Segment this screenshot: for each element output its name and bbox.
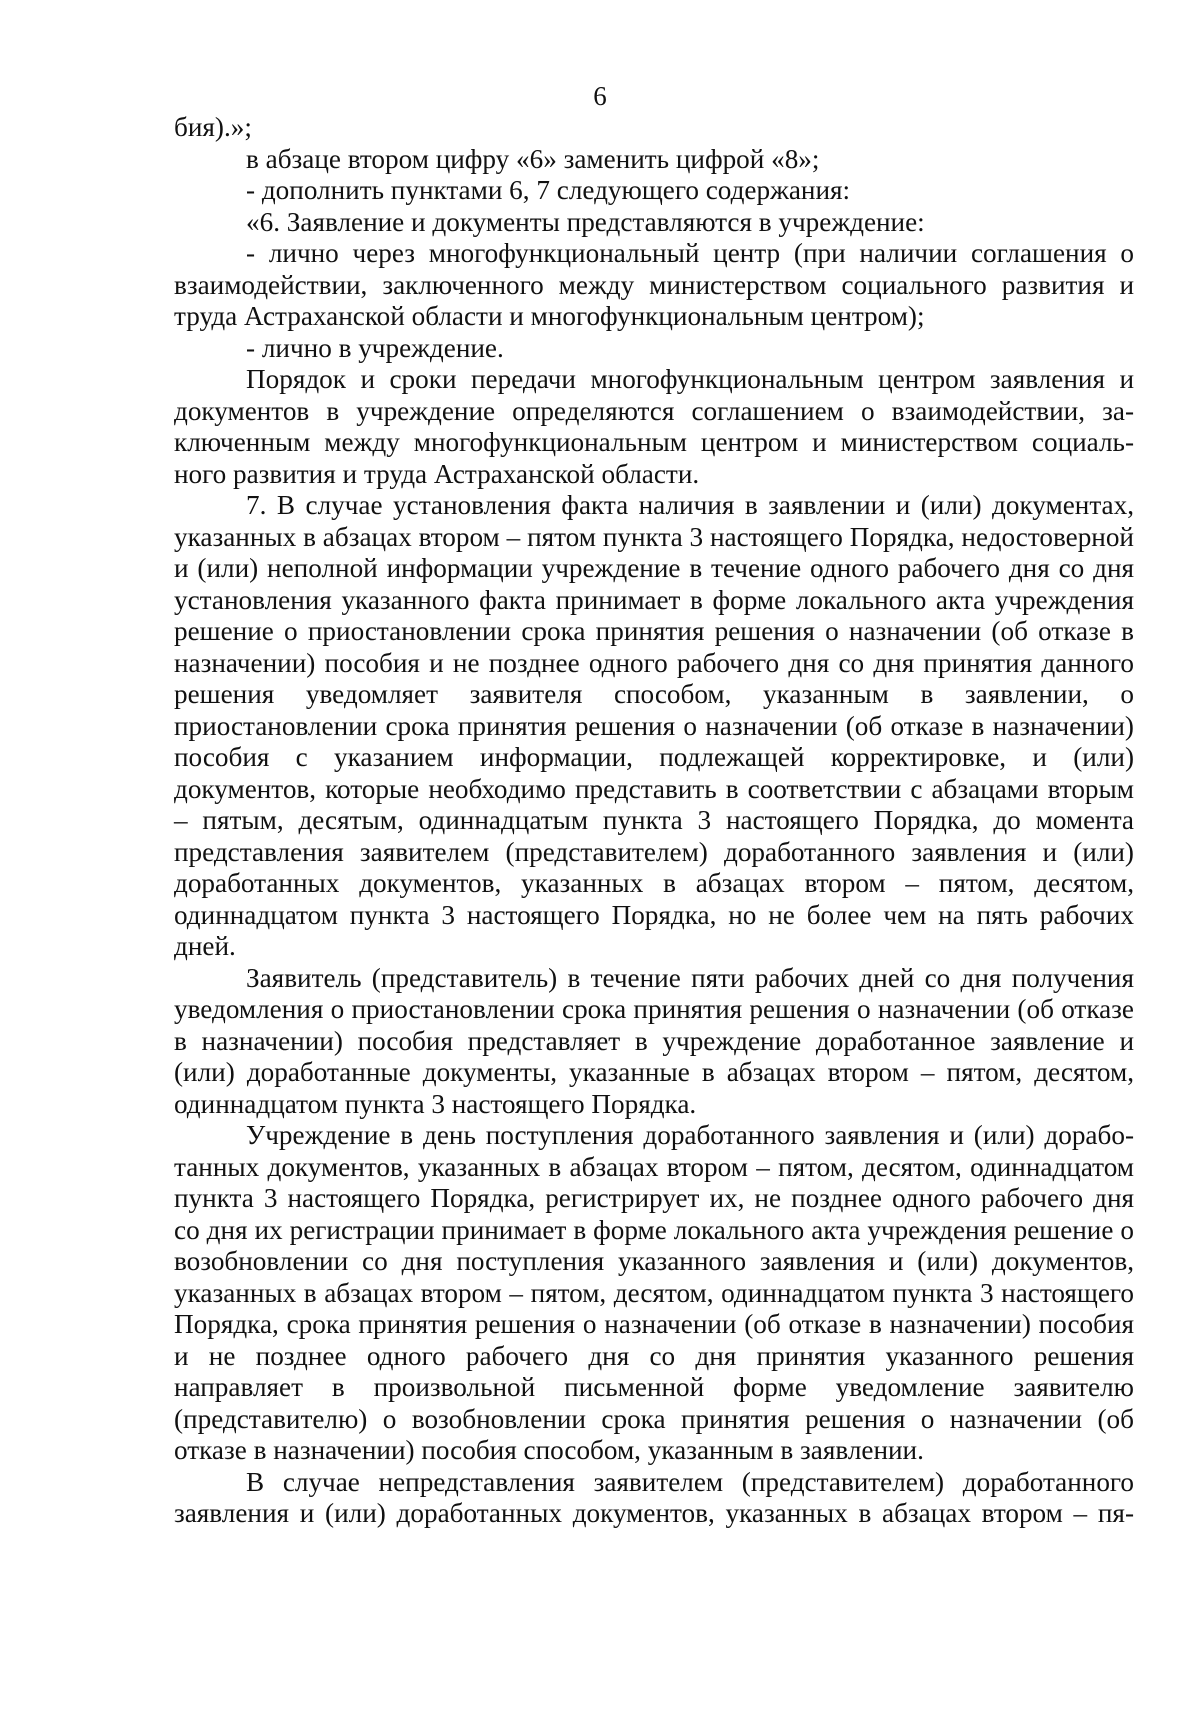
document-body bbox=[174, 112, 1134, 1530]
paragraph-non-submission: В случае непредставления заявителем (представителем) доработанного заявления и (или) доработанных документов, указанных в абзацах втором – пя- bbox=[174, 1466, 1134, 1528]
paragraph-institution-resumption: Учреждение в день поступления доработанного заявления и (или) доработанных документов, указанных в абзацах втором – пятом, десятом, одиннадцатом пункта 3 настоящего Порядка, регистрирует их, не позднее одного рабочего дня со дня их регистрации принимает в форме локального акта учреждения решение о возобновлении со дня поступления указанного заявления и (или) документов, указанных в абзацах втором – пятом, десятом, одиннадцатом пункта 3 настоящего Порядка, срока принятия решения о назначении (об отказе в назначении) пособия и не позднее одного рабочего дня со дня принятия указанного решения направляет в произвольной письменной форме уведомление заявителю (представителю) о возобновлении срока принятия решения о назначении (об отказе в назначении) пособия способом, указанным в заявлении. bbox=[174, 1120, 1134, 1465]
paragraph-continuation: бия).»; bbox=[174, 112, 252, 142]
paragraph-applicant-submission: Заявитель (представитель) в течение пяти рабочих дней со дня получения уведомления о приостановлении срока принятия решения о назначении (об отказе в назначении) пособия представляет в учреждение доработанное заявление и (или) доработанные документы, указанные в абзацах втором – пятом, десятом, одиннадцатом пункта 3 настоящего Порядка. bbox=[174, 962, 1134, 1119]
paragraph-item-6: «6. Заявление и документы представляются в учреждение: bbox=[246, 206, 925, 237]
paragraph-item-7: 7. В случае установления факта наличия в заявлении и (или) документах, указанных в абзацах втором – пятом пункта 3 настоящего Порядка, недостоверной и (или) неполной информации учреждение в течение одного рабочего дня со дня установления указанного факта принимает в форме локального акта учреждения решение о приостановлении срока принятия решения о назначении (об отказе в назначении) пособия и не позднее одного рабочего дня со дня принятия данного решения уведомляет заявителя способом, указанным в заявлении, о приостановлении срока принятия решения о назначении (об отказе в назначении) пособия с указанием информации, подлежащей корректировке, и (или) документов, которые необходимо представить в соответствии с абзацами вторым – пятым, десятым, одиннадцатым пункта 3 настоящего Порядка, до момента представления заявителем (представителем) доработанного заявления и (или) доработанных документов, указанных в абзацах втором – пятом, десятом, одиннадцатом пункта 3 настоящего Порядка, но не более чем на пять рабочих дней. bbox=[174, 490, 1134, 961]
paragraph-amendment-digit: в абзаце втором цифру «6» заменить цифрой «8»; bbox=[246, 143, 820, 174]
paragraph-item-6-mfc: - лично через многофункциональный центр (при наличии соглашения о взаимодействии, заключенного между министерством социального развития и труда Астраханской области и многофункциональным центром); bbox=[174, 238, 1134, 331]
paragraph-transfer-procedure: Порядок и сроки передачи многофункциональным центром заявления и документов в учреждение определяются соглашением о взаимодействии, заключенным между многофункциональным центром и министерством социального развития и труда Астраханской области. bbox=[174, 364, 1134, 489]
page-number: 6 bbox=[593, 81, 607, 111]
paragraph-amendment-add-items: - дополнить пунктами 6, 7 следующего содержания: bbox=[246, 175, 851, 205]
paragraph-item-6-in-person: - лично в учреждение. bbox=[246, 332, 504, 363]
